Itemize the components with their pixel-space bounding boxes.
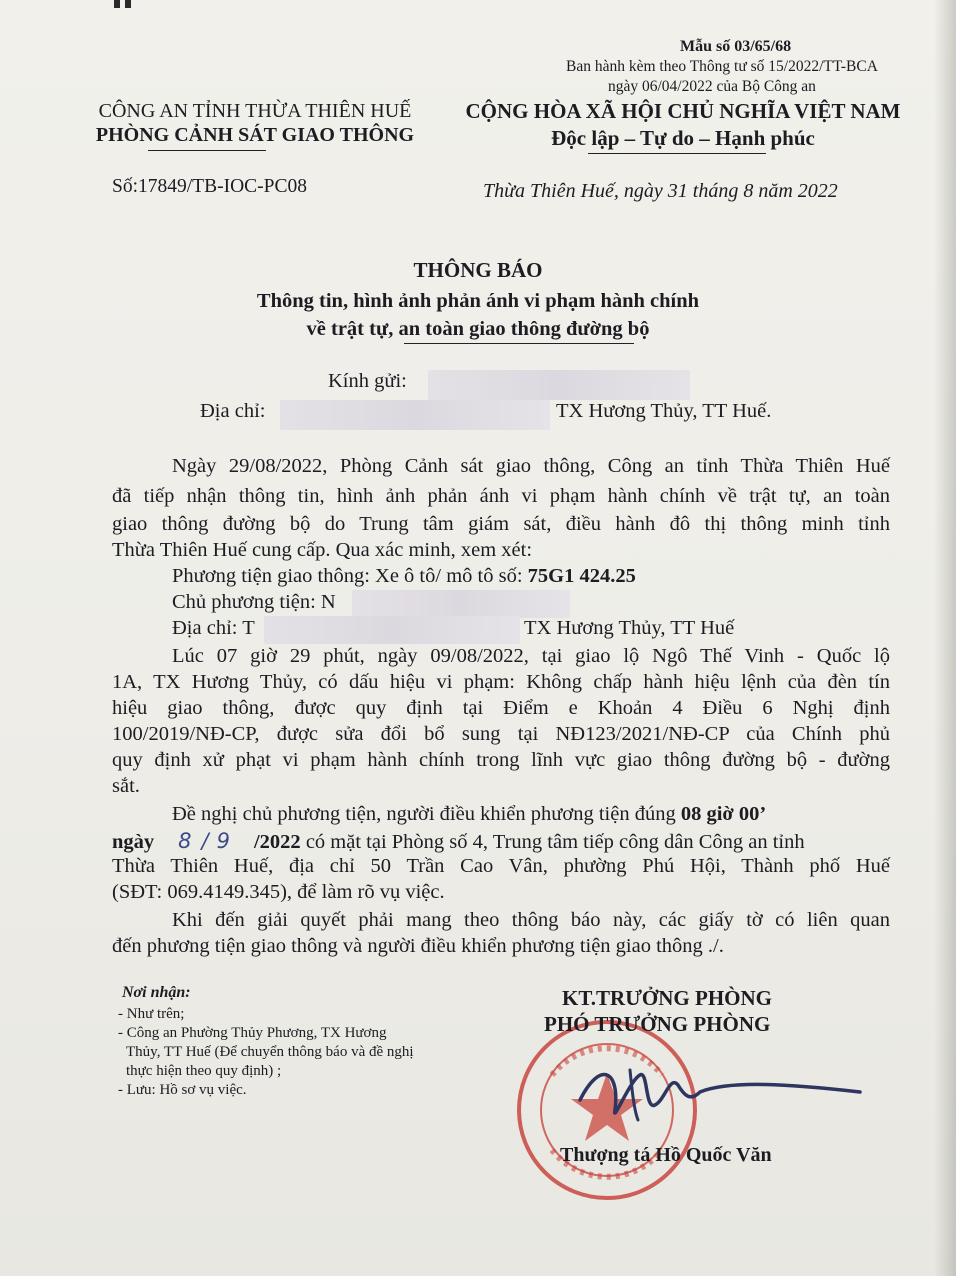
handwritten-day: 8 [178,829,192,853]
body-line: Thừa Thiên Huế cung cấp. Qua xác minh, xem xét: [112,539,533,561]
recipient-item: - Công an Phường Thủy Phương, TX Hương [118,1025,387,1041]
binding-mark [112,0,136,12]
body-line: quy định xử phạt vi phạm hành chính trong lĩnh vực giao thông đường bộ - đường [112,749,890,771]
body-line: 1A, TX Hương Thủy, có dấu hiệu vi phạm: Không chấp hành hiệu lệnh của đèn tín [112,671,890,693]
form-issued-line1: Ban hành kèm theo Thông tư số 15/2022/TT-BCA [566,58,878,75]
vehicle-line [172,565,636,588]
country-motto: Độc lập – Tự do – Hạnh phúc [551,126,815,150]
notice-subtitle-1: Thông tin, hình ảnh phản ánh vi phạm hành chính [256,290,700,312]
recipient-item: Thủy, TT Huế (Để chuyển thông báo và đề nghị [126,1044,414,1060]
request-start: Đề nghị chủ phương tiện, người điều khiển phương tiện đúng [172,803,681,825]
body-line: Lúc 07 giờ 29 phút, ngày 09/08/2022, tại giao lộ Ngô Thế Vinh - Quốc lộ [172,645,890,667]
body-line: hiệu giao thông, được quy định tại Điểm e Khoản 4 Điều 6 Nghị định [112,697,890,719]
address-label: Địa chỉ: [200,400,266,422]
body-line: Thừa Thiên Huế, địa chỉ 50 Trần Cao Vân, phường Phú Hội, Thành phố Huế [112,855,890,877]
owner-address-suffix: TX Hương Thủy, TT Huế [524,617,735,639]
body-line: 100/2019/NĐ-CP, được sửa đổi bổ sung tại NĐ123/2021/NĐ-CP của Chính phủ [112,723,890,745]
motto-underline [588,153,766,154]
notice-title: THÔNG BÁO [413,258,543,282]
signer-name: Thượng tá Hồ Quốc Văn [560,1144,772,1166]
recipients-heading: Nơi nhận: [122,984,191,1001]
body-line: (SĐT: 069.4149.345), để làm rõ vụ việc. [112,881,445,903]
agency-underline [148,150,266,151]
request-rest: có mặt tại Phòng số 4, Trung tâm tiếp công dân Công an tỉnh [300,831,805,853]
body-line: đã tiếp nhận thông tin, hình ảnh phản ánh vi phạm hành chính về trật tự, an toàn [112,485,890,507]
title-underline [404,343,634,344]
owner-address-label: Địa chỉ: T [172,617,255,639]
request-line-2: ngày 8 / 9 /2022 có mặt tại Phòng số 4, Trung tâm tiếp công dân Công an tỉnh [112,829,805,853]
request-day-label: ngày [112,831,155,853]
recipient-label: Kính gửi: [328,370,407,392]
redacted-owner-address [264,616,520,644]
recipient-item: - Lưu: Hồ sơ vụ việc. [118,1082,247,1098]
redacted-recipient [428,370,690,400]
recipient-item: - Như trên; [118,1006,185,1022]
place-date: Thừa Thiên Huế, ngày 31 tháng 8 năm 2022 [483,180,838,202]
redacted-address [280,400,550,430]
signer-role-1: KT.TRƯỞNG PHÒNG [562,986,772,1010]
document-number: Số:17849/TB-IOC-PC08 [112,176,308,197]
notice-subtitle-2: về trật tự, an toàn giao thông đường bộ [306,318,650,340]
body-line: Khi đến giải quyết phải mang theo thông báo này, các giấy tờ có liên quan [172,909,890,931]
form-number: Mẫu số 03/65/68 [680,38,792,55]
body-line: đến phương tiện giao thông và người điều khiển phương tiện giao thông ./. [112,935,724,957]
agency-name: PHÒNG CẢNH SÁT GIAO THÔNG [95,124,415,146]
body-line: sắt. [112,775,140,797]
signer-role-2: PHÓ TRƯỞNG PHÒNG [544,1012,771,1036]
vehicle-plate: 75G1 424.25 [527,565,636,587]
form-issued-line2: ngày 06/04/2022 của Bộ Công an [608,78,816,95]
agency-parent: CÔNG AN TỈNH THỪA THIÊN HUẾ [98,100,412,122]
request-year: /2022 [253,831,301,853]
body-line: Ngày 29/08/2022, Phòng Cảnh sát giao thông, Công an tỉnh Thừa Thiên Huế [172,455,890,477]
redacted-owner [352,590,570,618]
body-line: giao thông đường bộ do Trung tâm giám sát, điều hành đô thị thông minh tỉnh [112,513,890,535]
signature-icon [560,1040,880,1130]
recipient-item: thực hiện theo quy định) ; [126,1063,282,1079]
handwritten-month: 9 [216,829,230,853]
request-line-1 [172,803,766,826]
country-name: CỘNG HÒA XÃ HỘI CHỦ NGHĨA VIỆT NAM [465,99,901,123]
vehicle-label: Phương tiện giao thông: Xe ô tô/ mô tô số: [172,565,528,587]
page-edge-shadow [934,0,956,1276]
owner-label: Chủ phương tiện: N [172,591,336,613]
request-time: 08 giờ 00’ [680,803,767,825]
address-suffix: TX Hương Thủy, TT Huế. [556,400,772,422]
